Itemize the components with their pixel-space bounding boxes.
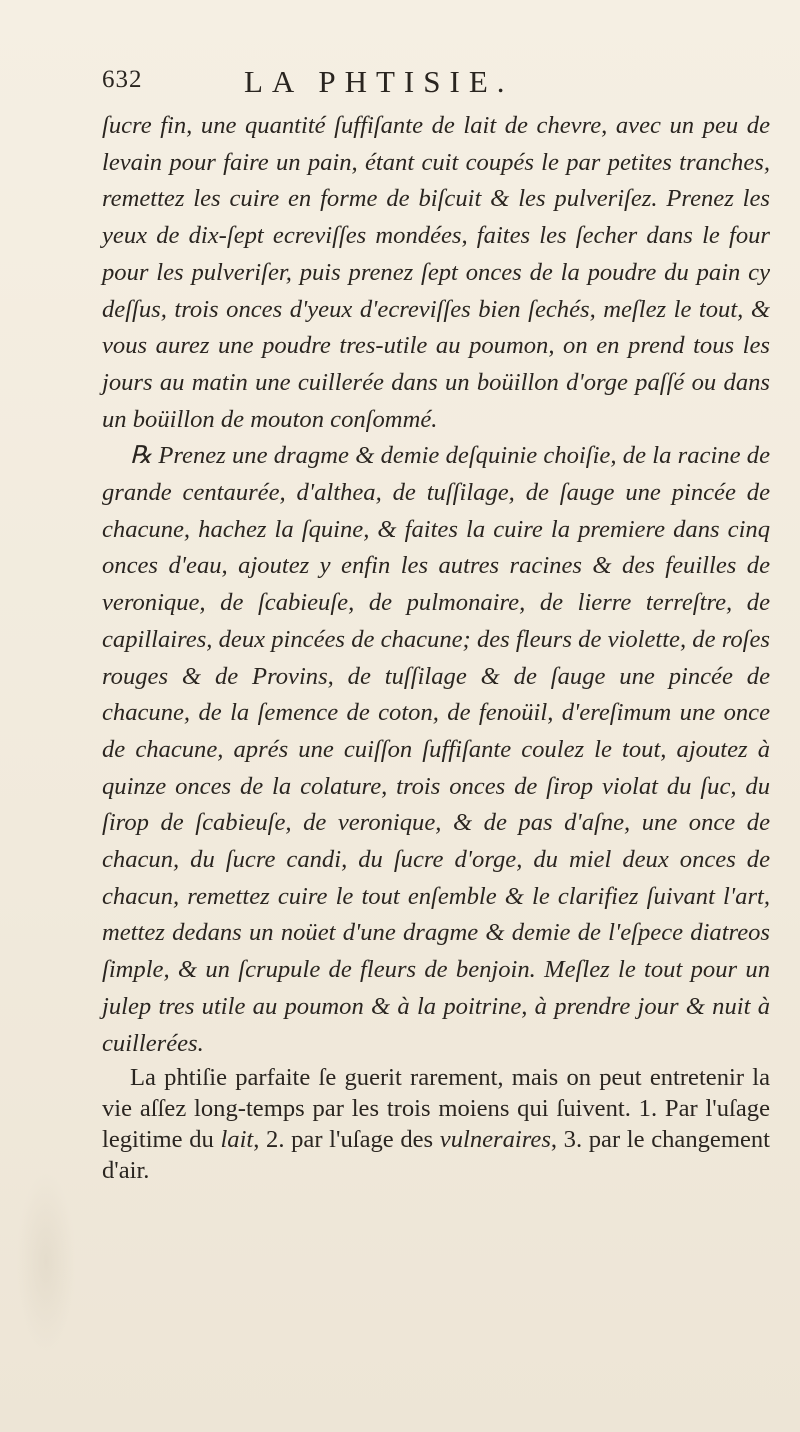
recipe-two-text: Prenez une dragme & demie deſquinie choiſie, de la racine de grande centaurée, d'althea, de tuſſilage, de ſauge une pincée de chacune, hachez la ſquine, & faites la cuire la premiere dans cinq onces d'eau, ajoutez y enfin les autres racines & des feuilles de veronique, de ſcabieuſe, de pulmonaire, de lierre terreſtre, de capillaires, deux pincées de chacune; des fleurs de violette, de roſes rouges & de Provins, de tuſſilage & de ſauge une pincée de chacune, de la ſemence de coton, de fenoüil, d'ereſimum une once de chacune, aprés une cuiſſon ſuffiſante coulez le tout, ajoutez à quinze onces de la colature, trois onces de ſirop violat du ſuc, du ſirop de ſcabieuſe, de veronique, & de pas d'aſne, une once de chacun, du ſucre candi, du ſucre d'orge, du miel deux onces de chacun, remettez cuire le tout enſemble & le clarifiez ſuivant l'art, mettez dedans un noüet d'une dragme & demie de l'eſpece diatreos ſimple, & un ſcrupule de fleurs de benjoin. Meſlez le tout pour un julep tres utile au poumon & à la poitrine, à prendre jour & nuit à cuillerées. — [102, 442, 770, 1057]
page-number: 632 — [102, 66, 143, 93]
recipe-continuation: ſucre fin, une quantité ſuffiſante de lait de chevre, avec un peu de levain pour faire un pain, étant cuit coupés le par petites tranches, remettez les cuire en forme de biſcuit & les pulveriſez. Prenez les yeux de dix-ſept ecreviſſes mondées, faites les ſecher dans le four pour les pulveriſer, puis prenez ſept onces de la poudre du pain cy deſſus, trois onces d'yeux d'ecreviſſes bien ſechés, meſlez le tout, & vous aurez une poudre tres-utile au poumon, on en prend tous les jours au matin une cuillerée dans un boüillon d'orge paſſé ou dans un boüillon de mouton conſommé. — [102, 112, 770, 433]
closing-text-3: , 3. par le changement d'air. — [102, 1126, 771, 1185]
closing-text-1: La phtiſie parfaite ſe guerit rarement, mais on peut entretenir la vie aſſez long-temps par les trois moiens qui ſuivent. 1. Par l'uſage legitime du — [102, 1064, 770, 1154]
recipe-symbol: ℞ — [130, 442, 153, 470]
running-title: LA PHTISIE. — [244, 64, 514, 99]
closing-text-2: , 2. par l'uſage des — [253, 1126, 440, 1154]
paper-stain — [16, 1172, 76, 1352]
page-header — [102, 64, 770, 108]
closing-em-lait: lait — [220, 1126, 254, 1154]
closing-paragraph — [102, 1062, 770, 1186]
recipe-two — [102, 438, 770, 1062]
recipe-text — [102, 108, 770, 1062]
closing-em-vulneraires: vulneraires — [439, 1126, 551, 1154]
